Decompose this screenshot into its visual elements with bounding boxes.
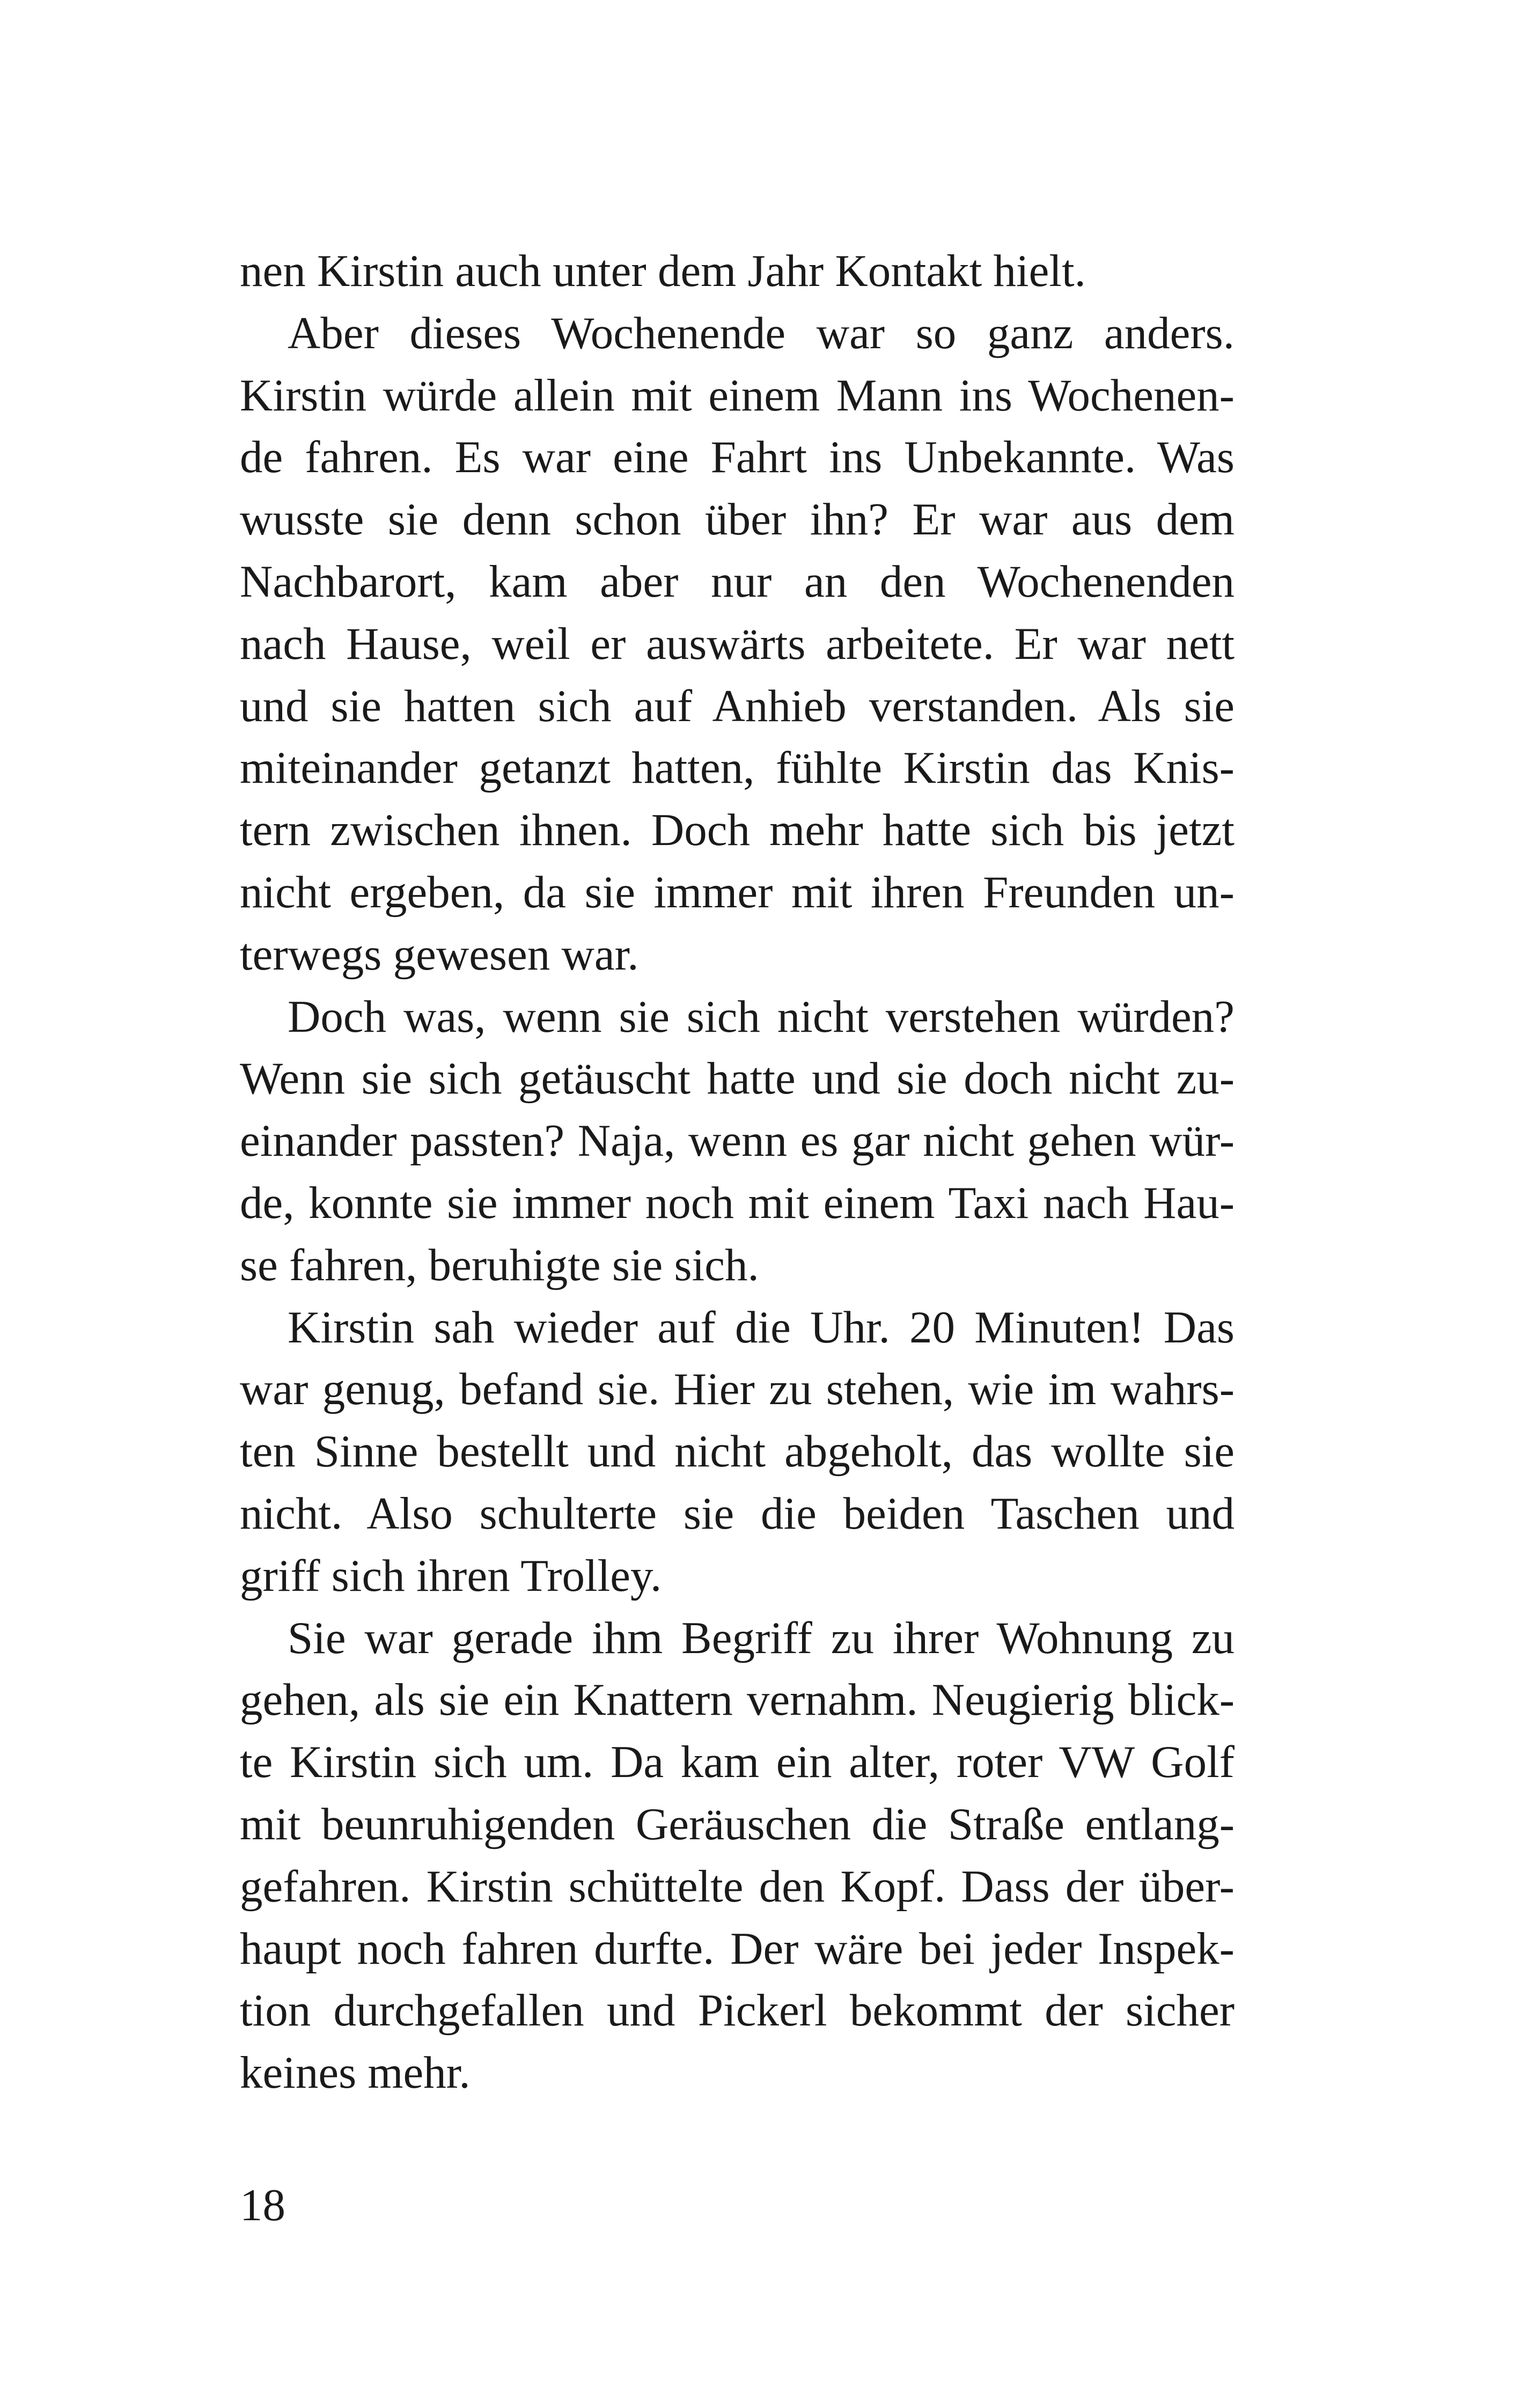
text-line: miteinander getanzt hatten, fühlte Kirstin das Knis- (240, 743, 1235, 794)
text-line: einander passten? Naja, wenn es gar nicht gehen wür- (240, 1115, 1235, 1166)
text-line: nicht ergeben, da sie immer mit ihren Freunden un- (240, 867, 1235, 917)
text-line: terwegs gewesen war. (240, 929, 639, 980)
text-line: Kirstin würde allein mit einem Mann ins Wochenen- (240, 370, 1235, 421)
text-line: wusste sie denn schon über ihn? Er war aus dem (240, 494, 1235, 545)
text-line: gefahren. Kirstin schüttelte den Kopf. Dass der über- (240, 1861, 1235, 1912)
text-line: haupt noch fahren durfte. Der wäre bei jeder Inspek- (240, 1923, 1235, 1974)
text-line: Nachbarort, kam aber nur an den Wochenenden (240, 556, 1235, 607)
text-line: de fahren. Es war eine Fahrt ins Unbekannte. Was (240, 432, 1235, 483)
text-line: und sie hatten sich auf Anhieb verstanden. Als sie (240, 680, 1235, 731)
text-line: nach Hause, weil er auswärts arbeitete. Er war nett (240, 618, 1235, 669)
text-line: ten Sinne bestellt und nicht abgeholt, das wollte sie (240, 1426, 1235, 1477)
text-line: Kirstin sah wieder auf die Uhr. 20 Minuten! Das (288, 1302, 1235, 1353)
text-line: nicht. Also schulterte sie die beiden Taschen und (240, 1488, 1235, 1539)
text-line: griff sich ihren Trolley. (240, 1550, 662, 1601)
text-line: se fahren, beruhigte sie sich. (240, 1239, 759, 1290)
text-line: te Kirstin sich um. Da kam ein alter, roter VW Golf (240, 1737, 1235, 1788)
text-line: tern zwischen ihnen. Doch mehr hatte sich bis jetzt (240, 805, 1235, 856)
text-line: keines mehr. (240, 2047, 471, 2098)
text-line: Aber dieses Wochenende war so ganz anders. (288, 307, 1235, 358)
text-line: war genug, befand sie. Hier zu stehen, wie im wahrs- (240, 1364, 1235, 1415)
text-line: gehen, als sie ein Knattern vernahm. Neugierig blick- (240, 1675, 1235, 1726)
text-line: de, konnte sie immer noch mit einem Taxi nach Hau- (240, 1177, 1235, 1228)
text-line: nen Kirstin auch unter dem Jahr Kontakt hielt. (240, 246, 1086, 296)
body-text (240, 240, 1235, 2104)
text-line: Wenn sie sich getäuscht hatte und sie doch nicht zu- (240, 1053, 1235, 1104)
text-line: Doch was, wenn sie sich nicht verstehen würden? (288, 991, 1235, 1042)
page-number: 18 (240, 2180, 285, 2230)
text-line: mit beunruhigenden Geräuschen die Straße entlang- (240, 1798, 1235, 1849)
text-line: tion durchgefallen und Pickerl bekommt der sicher (240, 1985, 1235, 2036)
text-line: Sie war gerade ihm Begriff zu ihrer Wohnung zu (288, 1612, 1235, 1663)
